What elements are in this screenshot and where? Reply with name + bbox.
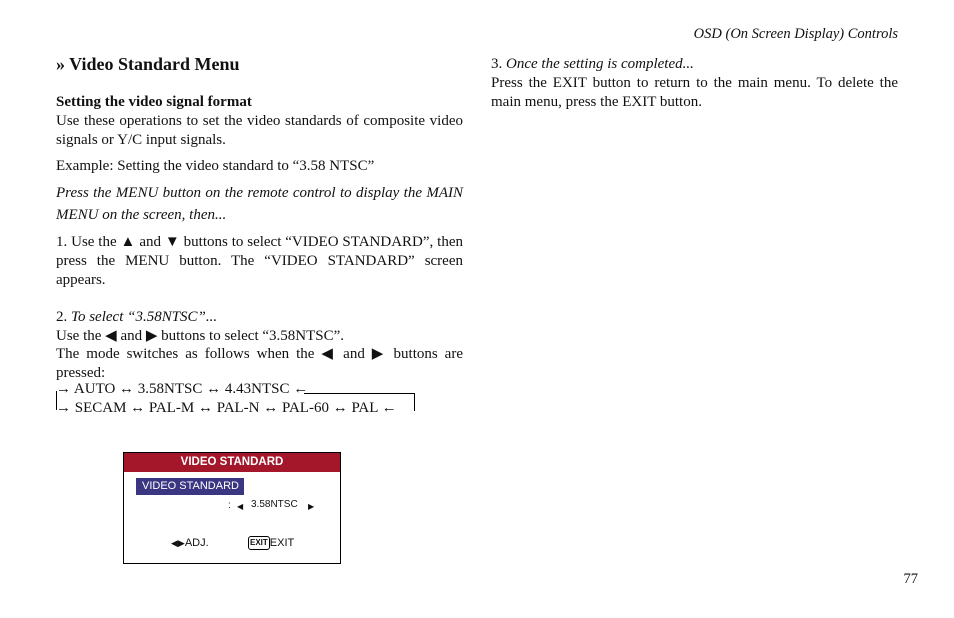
step-3-heading: [491, 55, 898, 74]
page-number: 77: [903, 571, 918, 587]
step-2-line-2: The mode switches as follows when the ◀ and ▶ buttons are pressed:: [56, 346, 463, 381]
left-arrow-icon: ◀: [237, 502, 244, 511]
intro-paragraph: Use these operations to set the video standards of composite video signals or Y/C input signals.: [56, 113, 463, 148]
step-3-text: Press the EXIT button to return to the main menu. To delete the main menu, press the EXIT button.: [491, 75, 898, 110]
osd-video-standard-screen: [123, 452, 341, 564]
step-2-heading: [56, 308, 463, 327]
section-title: » Video Standard Menu: [56, 54, 240, 74]
osd-selected-item: VIDEO STANDARD: [136, 478, 244, 495]
osd-adjust-hint: [171, 537, 209, 549]
step-1: 1. Use the ▲ and ▼ buttons to select “VIDEO STANDARD”, then press the MENU button. The “VIDEO STANDARD” screen appears.: [56, 234, 463, 288]
step-3-number: 3.: [491, 56, 503, 72]
step-2-title: To select “3.58NTSC”...: [71, 309, 218, 325]
step-2-number: 2.: [56, 309, 68, 325]
cycle-row-1: → AUTO ↔ 3.58NTSC ↔ 4.43NTSC ←: [56, 381, 309, 397]
adj-label: ADJ.: [184, 537, 209, 549]
example-text: Example: Setting the video standard to “3.58 NTSC”: [56, 158, 375, 174]
left-right-arrows-icon: ◀▶: [171, 538, 185, 548]
osd-exit-hint: [248, 536, 294, 550]
subheading: Setting the video signal format: [56, 94, 252, 110]
osd-colon: :: [228, 500, 231, 511]
step-2-line-1: Use the ◀ and ▶ buttons to select “3.58NTSC”.: [56, 328, 345, 344]
mode-cycle-diagram: [56, 381, 426, 421]
cycle-row-2: → SECAM ↔ PAL-M ↔ PAL-N ↔ PAL-60 ↔ PAL ←: [56, 400, 397, 416]
step-3-title: Once the setting is completed...: [506, 56, 694, 72]
press-menu-instruction: Press the MENU button on the remote control to display the MAIN MENU on the screen, then...: [56, 185, 463, 223]
exit-label: EXIT: [269, 536, 295, 549]
osd-value: 3.58NTSC: [251, 499, 298, 510]
right-arrow-icon: ▶: [308, 502, 315, 511]
exit-key-icon: EXIT: [248, 536, 270, 550]
running-header: OSD (On Screen Display) Controls: [693, 26, 898, 42]
osd-title-bar: VIDEO STANDARD: [124, 453, 340, 472]
